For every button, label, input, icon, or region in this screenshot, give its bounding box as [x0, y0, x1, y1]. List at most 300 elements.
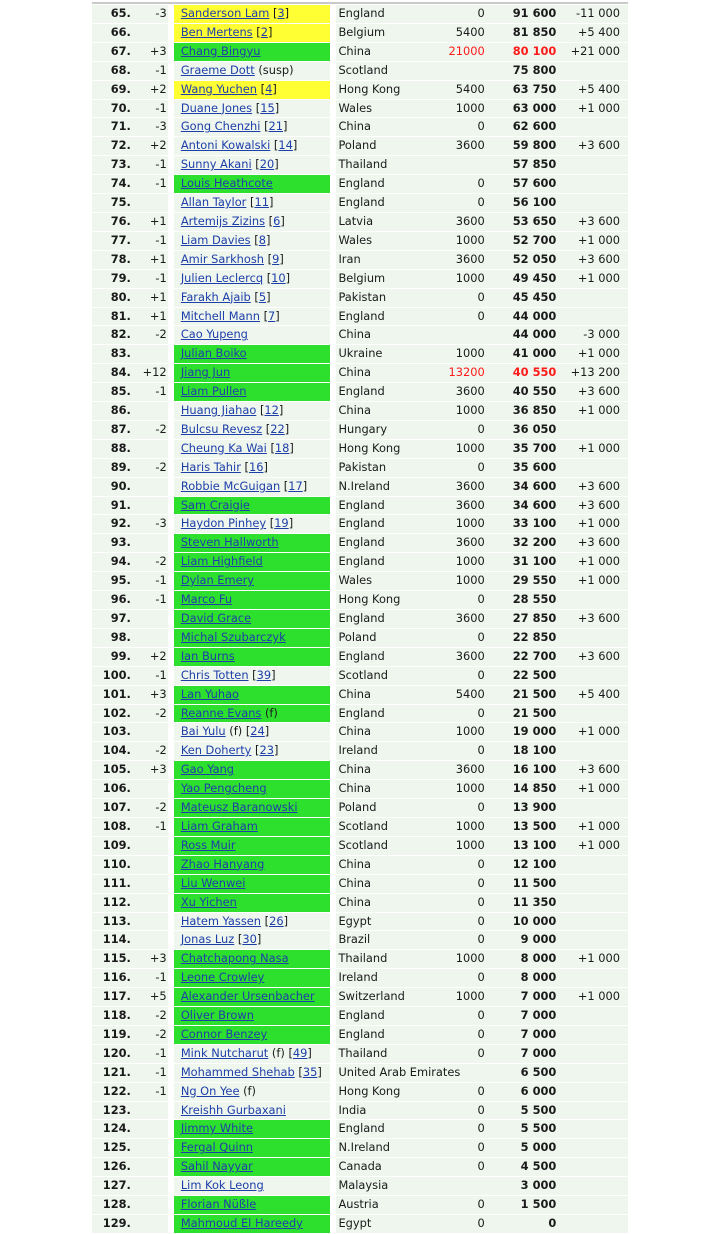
rank-position: 110. [92, 855, 132, 874]
seed-link[interactable]: 18 [274, 440, 290, 455]
player-cell [174, 439, 331, 458]
player-link[interactable]: Liam Davies [180, 232, 251, 247]
player-link[interactable]: Gao Yang [180, 762, 235, 777]
player-link[interactable]: Antoni Kowalski [180, 138, 271, 153]
points-earned: 3600 [441, 534, 485, 553]
rank-change [132, 439, 168, 458]
seed-reference: [22] [265, 421, 290, 436]
player-cell [174, 364, 331, 383]
player-link[interactable]: Ian Burns [180, 648, 235, 663]
player-cell [174, 1120, 331, 1139]
table-row [92, 496, 628, 515]
rank-position: 114. [92, 931, 132, 950]
rank-position: 116. [92, 969, 132, 988]
total-points: 44 000 [485, 326, 557, 345]
total-points: 11 500 [485, 874, 557, 893]
table-row [92, 893, 628, 912]
nationality: Iran [336, 250, 440, 269]
seed-link[interactable]: 39 [256, 667, 272, 682]
total-points: 21 500 [485, 685, 557, 704]
points-difference: +5 400 [556, 23, 628, 42]
points-earned: 0 [441, 288, 485, 307]
player-link[interactable]: Ross Muir [180, 837, 236, 852]
seed-reference: [14] [273, 138, 298, 153]
player-cell [174, 345, 331, 364]
player-link[interactable]: Oliver Brown [180, 1008, 254, 1023]
seed-reference: [18] [270, 440, 294, 455]
nationality: England [336, 194, 440, 213]
seed-link[interactable]: 11 [254, 195, 269, 210]
player-link[interactable]: Kreishh Gurbaxani [180, 1102, 286, 1117]
table-row [92, 855, 628, 874]
total-points: 19 000 [485, 723, 557, 742]
total-points: 5 500 [485, 1101, 557, 1120]
player-link[interactable]: Jonas Luz [180, 932, 235, 947]
points-earned: 3600 [441, 383, 485, 402]
points-difference [556, 156, 628, 175]
points-difference [556, 420, 628, 439]
points-earned [441, 1177, 485, 1196]
rank-change [132, 836, 168, 855]
player-link[interactable]: Sunny Akani [180, 157, 252, 172]
seed-link[interactable]: 19 [274, 516, 289, 531]
total-points: 18 100 [485, 742, 557, 761]
total-points: 6 500 [485, 1063, 557, 1082]
seed-link[interactable]: 4 [265, 81, 273, 96]
points-earned: 0 [441, 458, 485, 477]
seed-link[interactable]: 14 [278, 138, 293, 153]
nationality: Ireland [336, 742, 440, 761]
seed-link[interactable]: 3 [277, 6, 285, 20]
table-row [92, 969, 628, 988]
rank-position: 85. [92, 383, 132, 402]
player-link[interactable]: Artemijs Zizins [180, 213, 266, 228]
total-points: 13 900 [485, 799, 557, 818]
points-earned: 1000 [441, 402, 485, 421]
player-link[interactable]: Jiang Jun [180, 365, 231, 380]
nationality: Scotland [336, 61, 440, 80]
table-row [92, 212, 628, 231]
rank-position: 91. [92, 496, 132, 515]
player-cell [174, 799, 331, 818]
rank-change [132, 194, 168, 213]
seed-link[interactable]: 6 [273, 213, 281, 228]
points-difference [556, 912, 628, 931]
seed-link[interactable]: 24 [250, 724, 265, 739]
rank-position: 99. [92, 647, 132, 666]
points-earned: 0 [441, 118, 485, 137]
nationality: Scotland [336, 817, 440, 836]
player-link[interactable]: Steven Hallworth [180, 535, 279, 550]
seed-link[interactable]: 10 [271, 270, 286, 285]
table-row [92, 1196, 628, 1215]
rank-position: 68. [92, 61, 132, 80]
player-link[interactable]: Dylan Emery [180, 573, 255, 588]
rank-position: 97. [92, 610, 132, 629]
points-difference [556, 1101, 628, 1120]
nationality: England [336, 175, 440, 194]
seed-reference: [35] [298, 1064, 322, 1079]
player-link[interactable]: Yao Pengcheng [180, 781, 267, 796]
points-difference [556, 1120, 628, 1139]
points-difference: +3 600 [556, 534, 628, 553]
player-cell [174, 969, 331, 988]
points-earned: 0 [441, 175, 485, 194]
rank-change [132, 893, 168, 912]
nationality: Poland [336, 799, 440, 818]
points-difference [556, 893, 628, 912]
rank-position: 82. [92, 326, 132, 345]
player-link[interactable]: Amir Sarkhosh [180, 251, 265, 266]
seed-link[interactable]: 23 [259, 743, 274, 758]
points-earned: 0 [441, 912, 485, 931]
rank-position: 118. [92, 1007, 132, 1026]
table-row [92, 118, 628, 137]
rank-position: 69. [92, 80, 132, 99]
points-earned: 0 [441, 855, 485, 874]
total-points: 53 650 [485, 212, 557, 231]
rank-position: 89. [92, 458, 132, 477]
player-link[interactable]: Graeme Dott [180, 62, 255, 77]
player-link[interactable]: Liu Wenwei [180, 875, 246, 890]
points-difference: +1 000 [556, 269, 628, 288]
player-link[interactable]: Haydon Pinhey [180, 516, 267, 531]
points-difference: +3 600 [556, 250, 628, 269]
player-link[interactable]: Mink Nutcharut [180, 1045, 269, 1060]
table-row [92, 572, 628, 591]
player-link[interactable]: Mitchell Mann [180, 308, 260, 323]
points-earned: 13200 [441, 364, 485, 383]
player-link[interactable]: Julian Boiko [180, 346, 247, 361]
total-points: 35 700 [485, 439, 557, 458]
points-difference: +1 000 [556, 553, 628, 572]
player-link[interactable]: Lim Kok Leong [180, 1178, 264, 1193]
player-link[interactable]: Ben Mertens [180, 24, 253, 39]
seed-reference: [19] [269, 516, 294, 531]
player-link[interactable]: Haris Tahir [180, 459, 241, 474]
nationality: N.Ireland [336, 477, 440, 496]
points-difference: +3 600 [556, 610, 628, 629]
seed-link[interactable]: 35 [302, 1064, 318, 1079]
player-cell [174, 420, 331, 439]
seed-link[interactable]: 20 [259, 157, 275, 172]
points-difference [556, 1196, 628, 1215]
points-difference: +3 600 [556, 647, 628, 666]
table-row [92, 23, 628, 42]
points-earned: 1000 [441, 345, 485, 364]
nationality: Hong Kong [336, 1082, 440, 1101]
player-link[interactable]: Mateusz Baranowski [180, 800, 298, 815]
points-earned: 1000 [441, 780, 485, 799]
player-link[interactable]: Sanderson Lam [180, 6, 270, 20]
player-link[interactable]: Ng On Yee [180, 1083, 240, 1098]
nationality: England [336, 515, 440, 534]
points-earned: 3600 [441, 496, 485, 515]
player-link[interactable]: Duane Jones [180, 100, 253, 115]
rank-position: 111. [92, 874, 132, 893]
seed-reference: [10] [266, 270, 291, 285]
player-link[interactable]: Reanne Evans [180, 705, 262, 720]
seed-link[interactable]: 30 [242, 932, 257, 947]
seed-link[interactable]: 9 [272, 251, 280, 266]
nationality: China [336, 780, 440, 799]
nationality: Austria [336, 1196, 440, 1215]
seed-link[interactable]: 7 [268, 308, 276, 323]
table-row [92, 250, 628, 269]
rank-position: 86. [92, 402, 132, 421]
points-difference: +1 000 [556, 817, 628, 836]
nationality: Wales [336, 99, 440, 118]
table-row [92, 1063, 628, 1082]
player-cell [174, 1025, 331, 1044]
rank-position: 129. [92, 1215, 132, 1234]
rank-position: 123. [92, 1101, 132, 1120]
player-link[interactable]: Liam Highfield [180, 554, 263, 569]
nationality: England [336, 5, 440, 23]
rank-change: -1 [132, 231, 168, 250]
rank-change [132, 402, 168, 421]
table-row [92, 912, 628, 931]
player-cell [174, 99, 331, 118]
table-row [92, 1120, 628, 1139]
seed-reference: [5] [254, 289, 271, 304]
seed-reference: [12] [259, 403, 284, 418]
total-points: 52 700 [485, 231, 557, 250]
player-link[interactable]: Connor Benzey [180, 1026, 268, 1041]
player-link[interactable]: David Grace [180, 611, 252, 625]
points-difference [556, 1007, 628, 1026]
rank-position: 81. [92, 307, 132, 326]
rank-position: 115. [92, 950, 132, 969]
points-earned: 0 [441, 1044, 485, 1063]
seed-link[interactable]: 16 [248, 459, 264, 474]
points-difference [556, 194, 628, 213]
player-link[interactable]: Hatem Yassen [180, 913, 262, 928]
rank-position: 95. [92, 572, 132, 591]
table-row [92, 1158, 628, 1177]
rank-position: 127. [92, 1177, 132, 1196]
total-points: 11 350 [485, 893, 557, 912]
nationality: Hong Kong [336, 80, 440, 99]
seed-link[interactable]: 49 [292, 1045, 308, 1060]
nationality: Thailand [336, 950, 440, 969]
player-cell [174, 1063, 331, 1082]
seed-reference: [4] [260, 81, 277, 96]
player-cell [174, 761, 331, 780]
seed-reference: [6] [268, 213, 285, 228]
player-link[interactable]: Farakh Ajaib [180, 289, 251, 304]
seed-reference: [23] [255, 743, 279, 758]
player-link[interactable]: Bulcsu Revesz [180, 421, 263, 436]
rank-change: -3 [132, 515, 168, 534]
points-difference: +1 000 [556, 345, 628, 364]
player-link[interactable]: Mahmoud El Hareedy [180, 1216, 303, 1230]
points-difference: +21 000 [556, 42, 628, 61]
player-link[interactable]: Allan Taylor [180, 195, 247, 210]
seed-link[interactable]: 5 [258, 289, 267, 304]
table-row [92, 137, 628, 156]
points-earned: 21000 [441, 42, 485, 61]
points-earned [441, 156, 485, 175]
player-link[interactable]: Fergal Quinn [180, 1140, 254, 1155]
total-points: 49 450 [485, 269, 557, 288]
player-cell [174, 288, 331, 307]
player-link[interactable]: Florian Nüßle [180, 1197, 257, 1212]
player-cell [174, 5, 331, 23]
seed-link[interactable]: 26 [269, 913, 284, 928]
player-link[interactable]: Leone Crowley [180, 970, 265, 985]
points-difference: +1 000 [556, 780, 628, 799]
seed-link[interactable]: 15 [260, 100, 275, 115]
points-difference [556, 1063, 628, 1082]
rank-change [132, 931, 168, 950]
player-link[interactable]: Huang Jiahao [180, 403, 257, 418]
points-earned: 0 [441, 628, 485, 647]
points-earned: 0 [441, 931, 485, 950]
points-difference [556, 118, 628, 137]
player-link[interactable]: Sahil Nayyar [180, 1159, 253, 1174]
player-link[interactable]: Alexander Ursenbacher [180, 989, 315, 1004]
points-earned: 0 [441, 307, 485, 326]
total-points: 5 000 [485, 1139, 557, 1158]
player-link[interactable]: Bai Yulu [180, 724, 226, 739]
total-points: 12 100 [485, 855, 557, 874]
rank-position: 98. [92, 628, 132, 647]
points-difference: +1 000 [556, 836, 628, 855]
points-difference: +1 000 [556, 988, 628, 1007]
rank-change: +3 [132, 42, 168, 61]
table-row [92, 42, 628, 61]
player-cell [174, 534, 331, 553]
player-link[interactable]: Zhao Hanyang [180, 856, 265, 871]
table-row [92, 288, 628, 307]
seed-link[interactable]: 21 [268, 119, 284, 134]
player-link[interactable]: Robbie McGuigan [180, 478, 281, 493]
seed-link[interactable]: 22 [270, 421, 285, 436]
player-link[interactable]: Liam Pullen [180, 384, 247, 399]
player-link[interactable]: Michal Szubarczyk [180, 629, 286, 644]
total-points: 16 100 [485, 761, 557, 780]
points-difference [556, 1177, 628, 1196]
player-link[interactable]: Wang Yuchen [180, 81, 257, 96]
player-cell [174, 156, 331, 175]
nationality: China [336, 42, 440, 61]
rank-change [132, 534, 168, 553]
points-earned: 0 [441, 1025, 485, 1044]
table-row [92, 1177, 628, 1196]
seed-reference: [26] [264, 913, 289, 928]
total-points: 13 100 [485, 836, 557, 855]
player-cell [174, 1139, 331, 1158]
player-link[interactable]: Julien Leclercq [180, 270, 264, 285]
nationality: India [336, 1101, 440, 1120]
nationality: Thailand [336, 1044, 440, 1063]
total-points: 35 600 [485, 458, 557, 477]
nationality: England [336, 553, 440, 572]
player-cell [174, 137, 331, 156]
player-link[interactable]: Ken Doherty [180, 743, 252, 758]
total-points: 57 600 [485, 175, 557, 194]
table-row [92, 628, 628, 647]
player-link[interactable]: Chang Bingyu [180, 43, 261, 58]
table-row [92, 874, 628, 893]
points-difference: +1 000 [556, 572, 628, 591]
rank-change [132, 1139, 168, 1158]
player-link[interactable]: Louis Heathcote [180, 176, 273, 191]
rank-change: -1 [132, 1082, 168, 1101]
rank-change: +3 [132, 761, 168, 780]
points-earned: 0 [441, 1139, 485, 1158]
player-link[interactable]: Marco Fu [180, 592, 233, 607]
rank-position: 109. [92, 836, 132, 855]
table-row [92, 836, 628, 855]
nationality: China [336, 685, 440, 704]
rank-change [132, 1101, 168, 1120]
player-cell [174, 212, 331, 231]
total-points: 0 [485, 1215, 557, 1234]
seed-reference: [20] [255, 157, 279, 172]
table-row [92, 553, 628, 572]
seed-link[interactable]: 17 [288, 478, 303, 493]
player-cell [174, 80, 331, 99]
player-link[interactable]: Jimmy White [180, 1121, 254, 1136]
points-difference [556, 175, 628, 194]
nationality: China [336, 893, 440, 912]
rank-change [132, 874, 168, 893]
points-earned: 0 [441, 420, 485, 439]
rank-change: -3 [132, 5, 168, 23]
player-link[interactable]: Gong Chenzhi [180, 119, 261, 134]
total-points: 29 550 [485, 572, 557, 591]
seed-reference: [24] [245, 724, 270, 739]
player-cell [174, 326, 331, 345]
total-points: 22 500 [485, 666, 557, 685]
nationality: Latvia [336, 212, 440, 231]
player-cell [174, 817, 331, 836]
nationality: Hong Kong [336, 439, 440, 458]
player-cell [174, 23, 331, 42]
table-row [92, 591, 628, 610]
points-earned: 1000 [441, 836, 485, 855]
player-status: (f) [264, 705, 278, 720]
player-link[interactable]: Cheung Ka Wai [180, 440, 267, 455]
seed-link[interactable]: 8 [258, 232, 266, 247]
player-link[interactable]: Lan Yuhao [180, 686, 240, 701]
table-row [92, 458, 628, 477]
player-link[interactable]: Chatchapong Nasa [180, 951, 289, 966]
seed-link[interactable]: 12 [264, 403, 279, 418]
player-cell [174, 723, 331, 742]
nationality: Switzerland [336, 988, 440, 1007]
rank-position: 88. [92, 439, 132, 458]
points-difference: +5 400 [556, 685, 628, 704]
player-link[interactable]: Liam Graham [180, 818, 258, 833]
player-cell [174, 402, 331, 421]
player-link[interactable]: Xu Yichen [180, 894, 237, 909]
player-link[interactable]: Chris Totten [180, 667, 249, 682]
rank-position: 83. [92, 345, 132, 364]
player-link[interactable]: Sam Craigie [180, 497, 250, 512]
player-link[interactable]: Cao Yupeng [180, 327, 248, 342]
seed-link[interactable]: 2 [260, 24, 268, 39]
points-earned: 5400 [441, 80, 485, 99]
rank-change [132, 23, 168, 42]
points-earned: 0 [441, 1196, 485, 1215]
rank-position: 77. [92, 231, 132, 250]
player-link[interactable]: Mohammed Shehab [180, 1064, 295, 1079]
nationality: England [336, 704, 440, 723]
table-row [92, 420, 628, 439]
